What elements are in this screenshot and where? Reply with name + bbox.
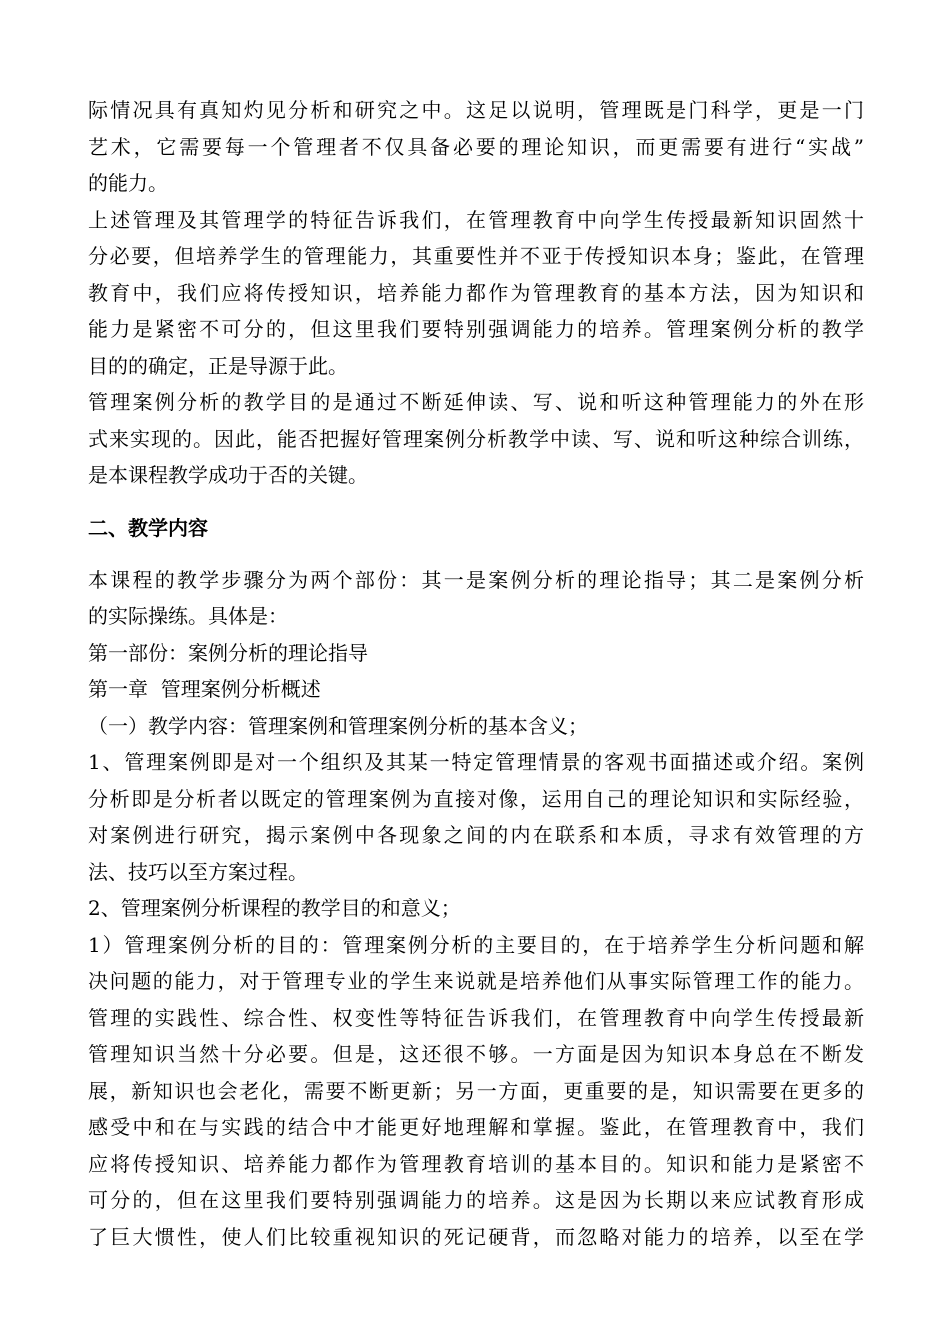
text-line: 式来实现的。因此，能否把握好管理案例分析教学中读、写、说和听这种综合训练， xyxy=(88,426,864,451)
text-line: 法、技巧以至方案过程。 xyxy=(88,859,308,884)
text-line: 可分的，但在这里我们要特别强调能力的培养。这是因为长期以来应试教育形成 xyxy=(88,1188,864,1212)
text-line: 目的的确定，正是导源于此。 xyxy=(88,353,348,378)
text-line: 分必要，但培养学生的管理能力，其重要性并不亚于传授知识本身；鉴此，在管理 xyxy=(88,244,864,268)
paragraph-5 xyxy=(88,744,864,890)
document-body xyxy=(88,92,864,1255)
text-line: 决问题的能力，对于管理专业的学生来说就是培养他们从事实际管理工作的能力。 xyxy=(88,969,864,993)
text-line: 艺术，它需要每一个管理者不仅具备必要的理论知识，而更需要有进行“实战” xyxy=(88,134,864,159)
text-line: 际情况具有真知灼见分析和研究之中。这足以说明，管理既是门科学，更是一门 xyxy=(88,98,864,122)
text-line: 上述管理及其管理学的特征告诉我们，在管理教育中向学生传授最新知识固然十 xyxy=(88,207,864,232)
list-item-2: 2、管理案例分析课程的教学目的和意义； xyxy=(88,896,461,920)
text-line: 1、管理案例即是对一个组织及其某一特定管理情景的客观书面描述或介绍。案例 xyxy=(88,750,864,774)
text-line: 了巨大惯性，使人们比较重视知识的死记硬背，而忽略对能力的培养，以至在学 xyxy=(88,1224,864,1249)
text-line: 能力是紧密不可分的，但这里我们要特别强调能力的培养。管理案例分析的教学 xyxy=(88,317,864,341)
paragraph-2 xyxy=(88,202,864,385)
section-heading-wrapper xyxy=(88,510,864,546)
text-line: 的能力。 xyxy=(88,171,168,195)
paragraph-1 xyxy=(88,92,864,202)
paragraph-4 xyxy=(88,562,864,635)
text-line: 的实际操练。具体是： xyxy=(88,604,288,628)
teaching-content-line: （一）教学内容：管理案例和管理案例分析的基本含义； xyxy=(88,713,588,738)
text-line: 1）管理案例分析的目的：管理案例分析的主要目的，在于培养学生分析问题和解 xyxy=(88,932,864,957)
text-line: 管理案例分析的教学目的是通过不断延伸读、写、说和听这种管理能力的外在形 xyxy=(88,390,864,414)
text-line: 应将传授知识、培养能力都作为管理教育培训的基本目的。知识和能力是紧密不 xyxy=(88,1151,864,1176)
text-line: 是本课程教学成功于否的关键。 xyxy=(88,463,368,487)
text-line: 管理的实践性、综合性、权变性等特征告诉我们，在管理教育中向学生传授最新 xyxy=(88,1005,864,1030)
part-title: 第一部份：案例分析的理论指导 xyxy=(88,640,368,665)
text-line: 对案例进行研究，揭示案例中各现象之间的内在联系和本质，寻求有效管理的方 xyxy=(88,823,864,847)
section-heading: 二、教学内容 xyxy=(88,515,208,540)
text-line: 感受中和在与实践的结合中才能更好地理解和掌握。鉴此，在管理教育中，我们 xyxy=(88,1115,864,1139)
text-line: 本课程的教学步骤分为两个部份：其一是案例分析的理论指导；其二是案例分析 xyxy=(88,567,864,592)
paragraph-3 xyxy=(88,384,864,494)
paragraph-6 xyxy=(88,927,864,1256)
text-line: 展，新知识也会老化，需要不断更新；另一方面，更重要的是，知识需要在更多的 xyxy=(88,1078,864,1103)
text-line: 教育中，我们应将传授知识，培养能力都作为管理教育的基本方法，因为知识和 xyxy=(88,280,864,305)
chapter-title: 第一章 管理案例分析概述 xyxy=(88,677,321,701)
text-line: 分析即是分析者以既定的管理案例为直接对像，运用自己的理论知识和实际经验， xyxy=(88,786,864,811)
text-line: 管理知识当然十分必要。但是，这还很不够。一方面是因为知识本身总在不断发 xyxy=(88,1042,864,1066)
